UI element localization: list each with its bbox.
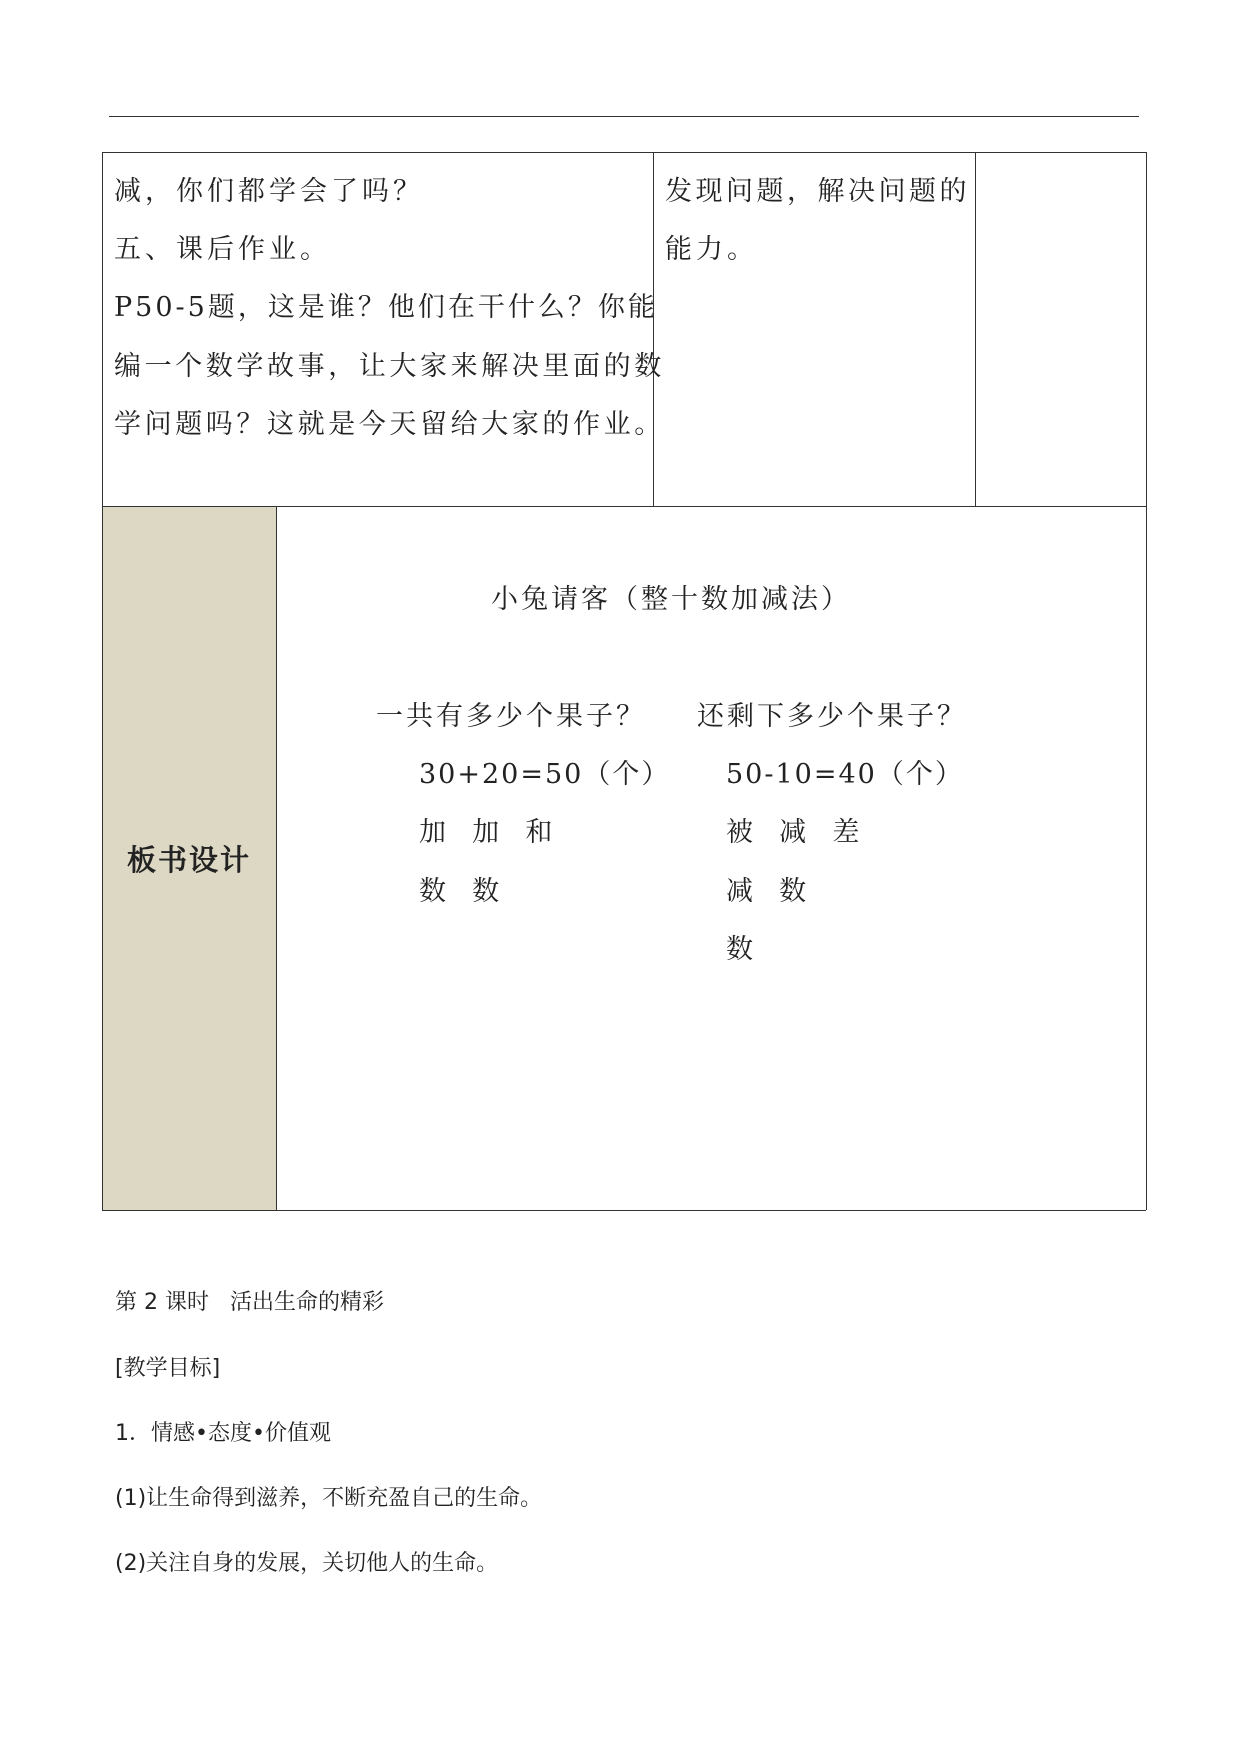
ability-text-line-1: 发现问题，解决问题的	[665, 176, 970, 207]
board-left-row1: 加 加 和	[419, 817, 556, 848]
board-left-row2: 数 数	[419, 876, 503, 907]
ability-text-line-2: 能力。	[665, 234, 758, 265]
board-right-row1: 被 减 差	[726, 817, 863, 848]
board-design-label-cell	[102, 506, 276, 1210]
col-divider-1	[653, 152, 654, 506]
teaching-goals-label: [教学目标]	[115, 1356, 221, 1381]
board-right-equation: 50-10=40（个）	[726, 759, 964, 790]
board-left-equation: 30+20=50（个）	[419, 759, 671, 790]
board-divider	[276, 506, 277, 1210]
teaching-text-line-5: 学问题吗？这就是今天留给大家的作业。	[114, 409, 665, 440]
table-border-right	[1146, 152, 1147, 1210]
lesson-plan-table	[102, 152, 1146, 1210]
teaching-text-line-4: 编一个数学故事，让大家来解决里面的数	[114, 351, 665, 382]
teaching-text-line-2: 五、课后作业。	[114, 234, 331, 265]
header-rule	[109, 116, 1139, 117]
row-divider	[102, 506, 1146, 507]
teaching-text-line-1: 减，你们都学会了吗？	[114, 176, 424, 207]
board-right-row3: 数	[726, 934, 757, 965]
teaching-text-line-3: P50-5题，这是谁？他们在干什么？你能	[114, 292, 658, 323]
board-title: 小兔请客（整十数加减法）	[491, 584, 851, 615]
lesson-heading: 第 2 课时 活出生命的精彩	[115, 1290, 384, 1315]
goal-item-1a: (1)让生命得到滋养，不断充盈自己的生命。	[115, 1486, 543, 1511]
board-right-row2: 减 数	[726, 876, 810, 907]
table-border-top	[102, 152, 1146, 153]
table-border-left	[102, 152, 103, 1210]
goal-item-1b: (2)关注自身的发展，关切他人的生命。	[115, 1551, 499, 1576]
board-left-question: 一共有多少个果子？	[376, 701, 646, 732]
board-design-label: 板书设计	[126, 843, 251, 877]
board-right-question: 还剩下多少个果子？	[697, 701, 967, 732]
table-border-bottom	[102, 1210, 1146, 1211]
col-divider-2	[975, 152, 976, 506]
goal-item-1: 1．情感•态度•价值观	[115, 1421, 331, 1446]
